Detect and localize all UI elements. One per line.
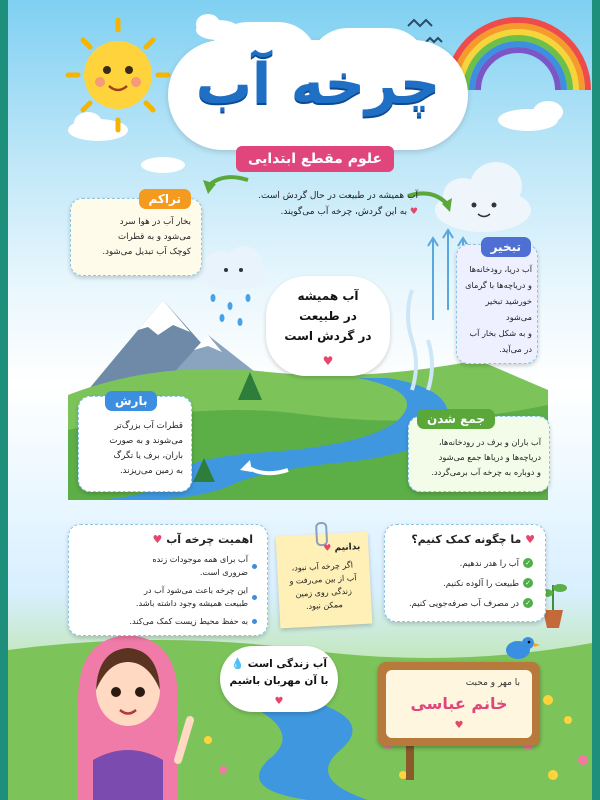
did-you-know-line: زندگی روی زمین: [295, 586, 353, 599]
list-item: [397, 557, 533, 569]
evaporation-text: [460, 261, 532, 357]
intro-line-text: به این گردش، چرخه آب می‌گویند.: [280, 207, 408, 217]
heart-icon: ♥: [525, 533, 535, 546]
precipitation-line: می‌شوند و به صورت: [109, 436, 183, 446]
collection-text: [413, 435, 541, 480]
bird-icon: [408, 20, 432, 26]
precipitation-title: بارش: [105, 391, 157, 411]
collection-line: و دوباره به چرخه آب برمی‌گردد.: [431, 467, 541, 477]
check-icon: ✓: [523, 558, 533, 568]
evaporation-line: آب دریا، رودخانه‌ها: [469, 264, 532, 274]
evaporation-title: تبخیر: [481, 237, 531, 257]
precipitation-card: [78, 396, 192, 492]
help-card: [384, 524, 546, 622]
help-title: ما چگونه کمک کنیم؟: [411, 533, 522, 546]
did-you-know-title: بدانیم: [334, 542, 361, 554]
intro-line: آب همیشه در طبیعت در حال گردش است.: [258, 191, 418, 201]
list-item-text: به حفظ محیط زیست کمک می‌کند.: [129, 616, 248, 626]
center-bubble-text: [266, 286, 390, 346]
list-item: [125, 553, 257, 579]
heart-icon: ♥: [152, 533, 163, 546]
collection-title: جمع شدن: [417, 409, 495, 429]
check-icon: ✓: [523, 578, 533, 588]
importance-title: اهمیت چرخه آب: [166, 533, 253, 546]
center-bubble-line: در گردش است: [284, 329, 372, 343]
heart-icon: ♥: [409, 207, 418, 217]
condensation-line: بخار آب در هوا سرد: [119, 217, 191, 227]
list-item-text: آب برای همه موجودات زنده ضروری است.: [152, 554, 248, 577]
heart-icon: ♥: [322, 354, 334, 368]
bullet-icon: [252, 595, 257, 600]
precipitation-line: باران، برف یا تگرگ: [113, 451, 183, 461]
happy-cloud-icon: [435, 162, 531, 232]
heart-icon: ♥: [274, 696, 284, 707]
list-item: [125, 584, 257, 610]
did-you-know-note: [276, 532, 373, 629]
center-bubble: [266, 276, 390, 376]
did-you-know-line: ممکن نبود.: [305, 600, 343, 611]
life-bubble: [220, 646, 338, 712]
list-item-text: آب را هدر ندهیم.: [459, 558, 519, 568]
life-bubble-line: با آن مهربان باشیم: [229, 675, 329, 687]
bullet-icon: [252, 619, 257, 624]
help-list: [397, 557, 533, 609]
condensation-card: [70, 192, 202, 276]
collection-line: آب باران و برف در رودخانه‌ها،: [438, 437, 541, 447]
condensation-text: [79, 215, 191, 260]
subtitle-ribbon: علوم مقطع ابتدایی: [236, 146, 394, 172]
rainbow-icon: [448, 20, 588, 90]
condensation-line: می‌شود و به قطرات: [118, 232, 191, 242]
wooden-sign: [378, 662, 540, 746]
bullet-icon: [252, 564, 257, 569]
list-item: [397, 597, 533, 609]
evaporation-line: و به شکل بخار آب: [469, 328, 532, 338]
intro-line: [220, 204, 418, 220]
precipitation-line: به زمین می‌ریزند.: [119, 466, 183, 476]
list-item-text: طبیعت را آلوده نکنیم.: [443, 578, 519, 588]
list-item-text: این چرخه باعث می‌شود آب در طبیعت همیشه وجود داشته باشد.: [135, 585, 248, 608]
evaporation-line: خورشید تبخیر می‌شود: [485, 296, 532, 322]
condensation-line: کوچک آب تبدیل می‌شود.: [102, 247, 191, 257]
precipitation-line: قطرات آب بزرگ‌تر: [114, 421, 183, 431]
check-icon: ✓: [523, 598, 533, 608]
importance-heading: [153, 533, 253, 546]
did-you-know-heading: [323, 542, 360, 554]
evaporation-card: [456, 240, 538, 364]
collection-line: دریاچه‌ها و دریاها جمع می‌شود: [438, 452, 541, 462]
evaporation-line: در می‌آید.: [499, 344, 532, 354]
drop-icon: 💧: [230, 658, 245, 670]
precipitation-text: [87, 419, 183, 479]
teacher-name: خانم عباسی: [410, 694, 508, 713]
help-heading: [411, 533, 535, 546]
life-bubble-text: [220, 656, 338, 690]
heart-icon: ♥: [323, 543, 332, 554]
did-you-know-text: [281, 558, 366, 614]
heart-icon: ♥: [454, 720, 464, 731]
evaporation-line: و دریاچه‌ها با گرمای: [465, 280, 532, 290]
list-item: [125, 615, 257, 628]
page-title: چرخه آب: [195, 52, 441, 117]
did-you-know-line: آب از بین می‌رفت و: [289, 573, 357, 586]
intro-text: [220, 188, 418, 220]
life-bubble-line: [220, 656, 338, 673]
condensation-title: تراکم: [139, 189, 191, 209]
importance-card: [68, 524, 268, 636]
collection-card: [408, 412, 550, 492]
list-item-text: در مصرف آب صرفه‌جویی کنیم.: [408, 598, 519, 608]
center-bubble-line: در طبیعت: [299, 309, 357, 323]
importance-list: [125, 553, 257, 628]
life-bubble-line-text: آب زندگی است: [247, 658, 328, 670]
rain-cloud-icon: [199, 246, 267, 326]
sign-panel: [386, 670, 532, 738]
did-you-know-line: اگر چرخه آب نبود،: [291, 560, 354, 573]
center-bubble-line: آب همیشه: [297, 289, 359, 303]
paperclip-icon: [315, 522, 328, 547]
sign-caption: با مهر و محبت: [465, 678, 520, 688]
list-item: [397, 577, 533, 589]
